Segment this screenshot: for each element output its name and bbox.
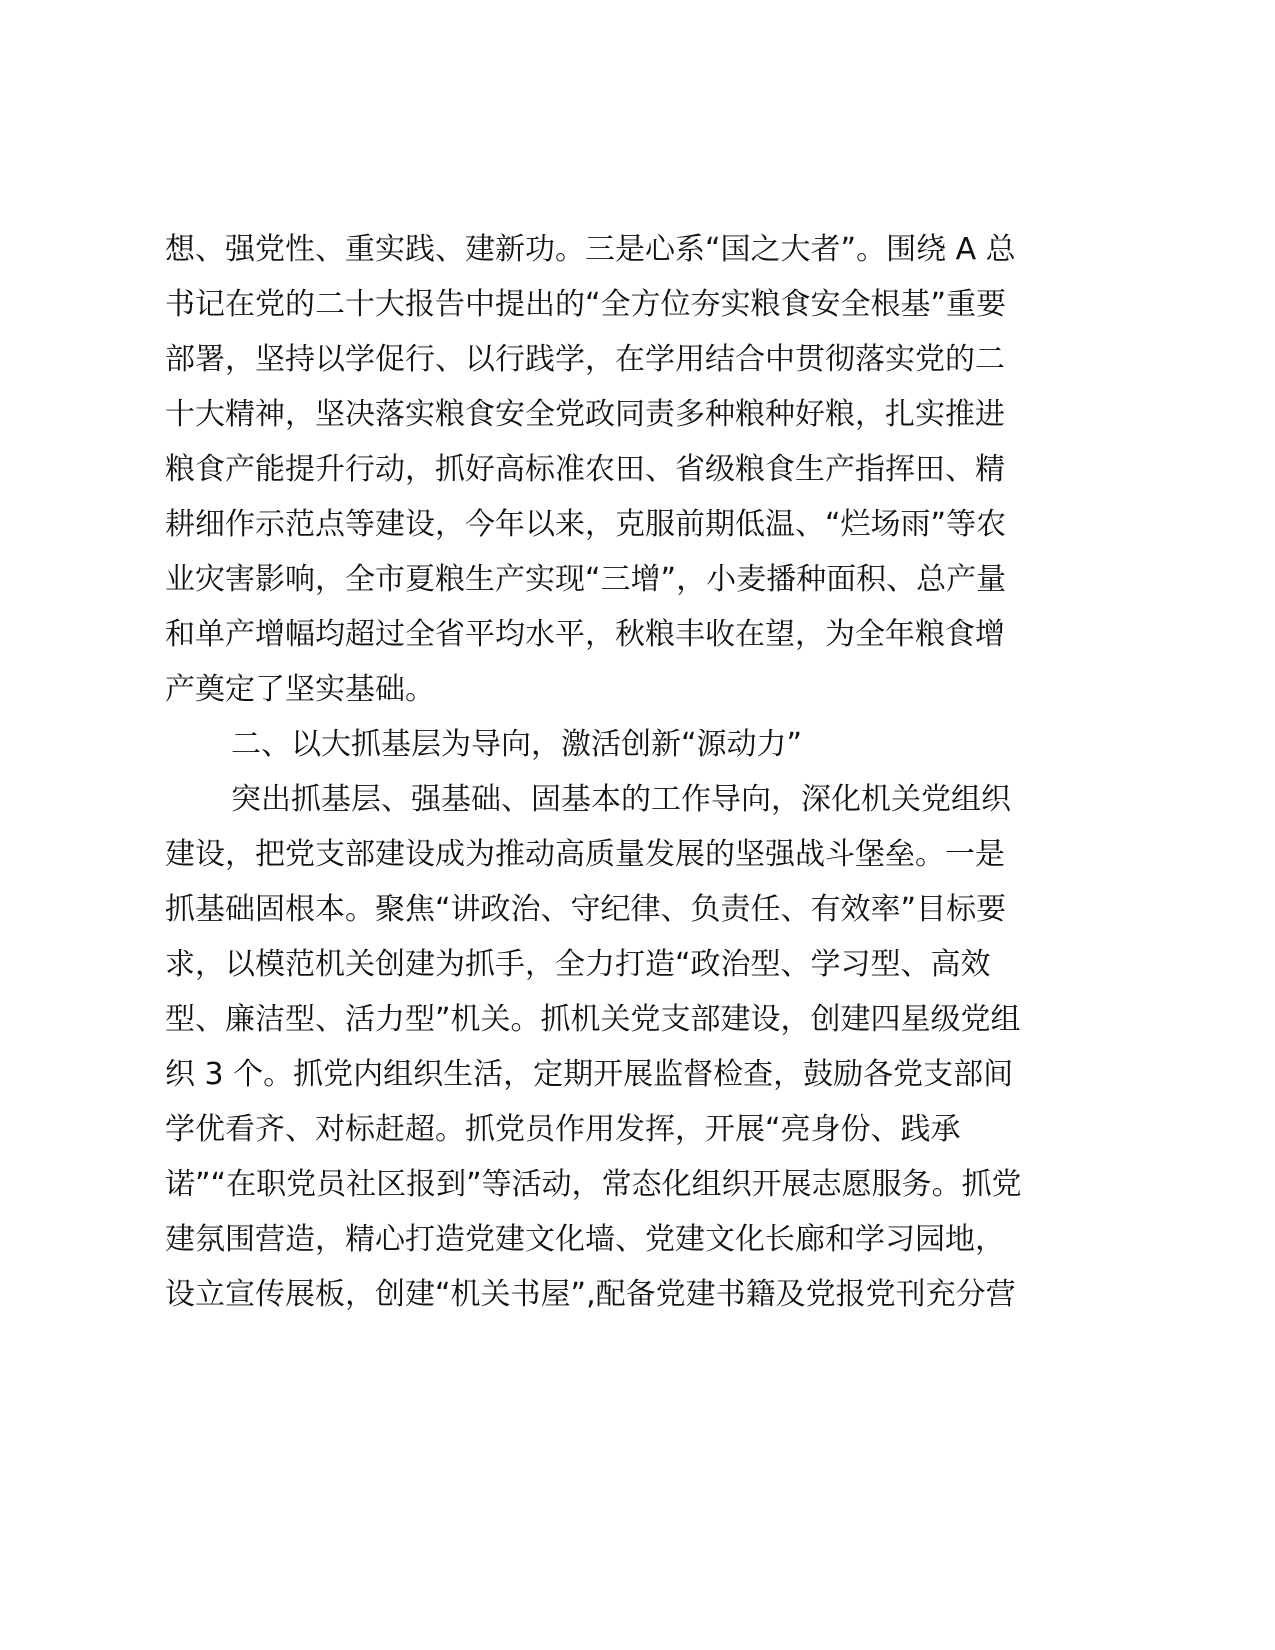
text-line: 学优看齐、对标赶超。抓党员作用发挥，开展“亮身份、践承 bbox=[165, 1112, 961, 1147]
body-text bbox=[165, 222, 1125, 1322]
text-line: 型、廉洁型、活力型”机关。抓机关党支部建设，创建四星级党组 bbox=[165, 1002, 1021, 1037]
text-line: 织 3 个。抓党内组织生活，定期开展监督检查，鼓励各党支部间 bbox=[165, 1057, 1014, 1092]
text-line: 和单产增幅均超过全省平均水平，秋粮丰收在望，为全年粮食增 bbox=[165, 617, 1005, 652]
text-line: 诺”“在职党员社区报到”等活动，常态化组织开展志愿服务。抓党 bbox=[165, 1167, 1022, 1202]
text-line: 建氛围营造，精心打造党建文化墙、党建文化长廊和学习园地， bbox=[165, 1222, 1005, 1257]
paragraph-start: 突出抓基层、强基础、固基本的工作导向，深化机关党组织 bbox=[231, 782, 1011, 817]
text-line: 耕细作示范点等建设，今年以来，克服前期低温、“烂场雨”等农 bbox=[165, 507, 1007, 542]
section-heading: 二、以大抓基层为导向，激活创新“源动力” bbox=[231, 727, 803, 762]
text-line: 设立宣传展板，创建“机关书屋”,配备党建书籍及党报党刊充分营 bbox=[165, 1277, 1016, 1312]
text-line: 想、强党性、重实践、建新功。三是心系“国之大者”。围绕 A 总 bbox=[165, 232, 1016, 267]
text-line: 求，以模范机关创建为抓手，全力打造“政治型、学习型、高效 bbox=[165, 947, 991, 982]
text-line: 建设，把党支部建设成为推动高质量发展的坚强战斗堡垒。一是 bbox=[165, 837, 1005, 872]
text-line: 十大精神，坚决落实粮食安全党政同责多种粮种好粮，扎实推进 bbox=[165, 397, 1005, 432]
text-line: 部署，坚持以学促行、以行践学，在学用结合中贯彻落实党的二 bbox=[165, 342, 1005, 377]
text-line: 抓基础固根本。聚焦“讲政治、守纪律、负责任、有效率”目标要 bbox=[165, 892, 1007, 927]
text-line: 书记在党的二十大报告中提出的“全方位夯实粮食安全根基”重要 bbox=[165, 287, 1007, 322]
text-line: 业灾害影响，全市夏粮生产实现“三增”，小麦播种面积、总产量 bbox=[165, 562, 1007, 597]
text-line: 产奠定了坚实基础。 bbox=[165, 672, 435, 707]
text-line: 粮食产能提升行动，抓好高标准农田、省级粮食生产指挥田、精 bbox=[165, 452, 1005, 487]
